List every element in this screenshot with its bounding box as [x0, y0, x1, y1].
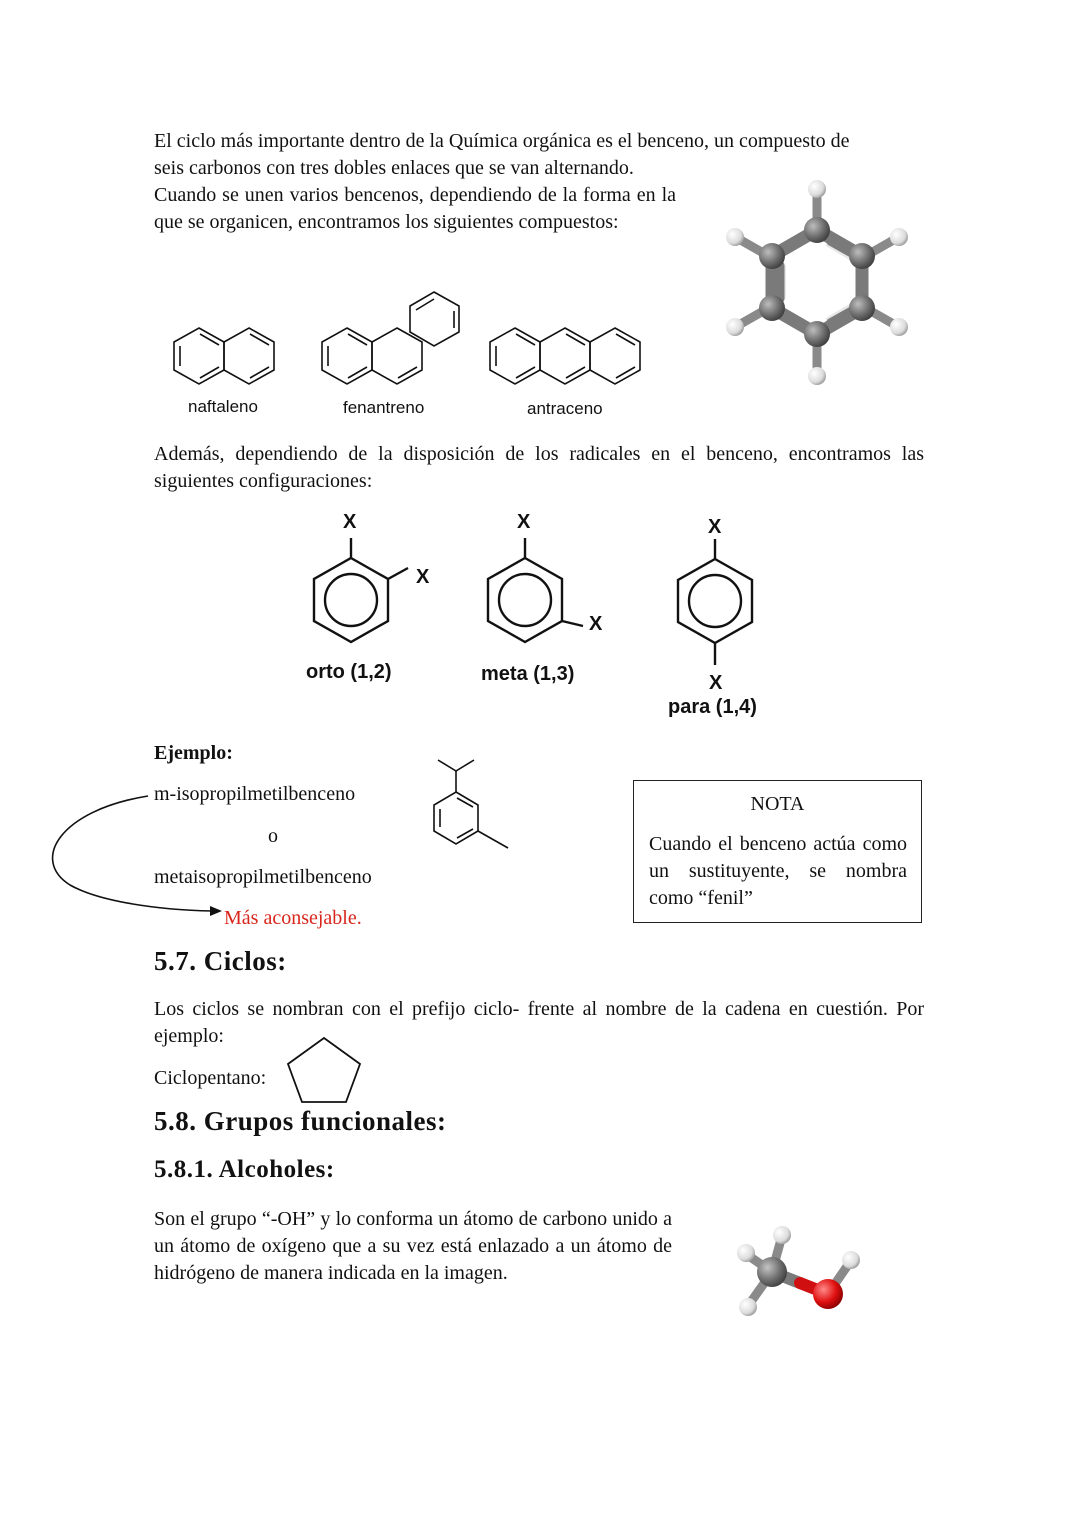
ortho-label: orto (1,2) — [306, 661, 392, 683]
cyclopentane-label: Ciclopentano: — [154, 1067, 267, 1089]
cyclopentane-structure — [284, 1036, 364, 1104]
note-title: NOTA — [750, 793, 805, 815]
para-x-top: X — [708, 516, 722, 538]
section-5-8-heading: 5.8. Grupos funcionales: — [154, 1106, 447, 1136]
para-label: para (1,4) — [668, 696, 757, 718]
example-name-2: metaisopropilmetilbenceno — [154, 866, 372, 888]
example-name-1: m-isopropilmetilbenceno — [154, 783, 356, 805]
ortho-x-side: X — [416, 566, 430, 588]
meta-x-side: X — [589, 613, 603, 635]
intro-line-2: seis carbonos con tres dobles enlaces que se van alternando. — [154, 157, 634, 179]
example-or: o — [268, 825, 278, 847]
intro-line-1: El ciclo más importante dentro de la Química orgánica es el benceno, un compuesto de — [154, 130, 850, 152]
methanol-3d-model — [732, 1226, 872, 1321]
note-text: Cuando el benceno actúa como un sustituyente, se nombra como “fenil” — [649, 833, 907, 909]
configurations-paragraph: Además, dependiendo de la disposición de los radicales en el benceno, encontramos las siguientes configuraciones: — [154, 443, 924, 492]
anthracene-structure — [484, 326, 660, 386]
naphthalene-structure — [168, 326, 288, 386]
phenanthrene-label: fenantreno — [343, 398, 425, 417]
alcohols-paragraph: Son el grupo “-OH” y lo conforma un átomo de carbono unido a un átomo de oxígeno que a su vez está enlazado a un átomo de hidrógeno de manera indicada en la imagen. — [154, 1208, 672, 1284]
para-structure — [665, 515, 765, 685]
section-5-7-text: Los ciclos se nombran con el prefijo ciclo- frente al nombre de la cadena en cuestión. Por ejemplo: — [154, 998, 924, 1047]
intro-paragraph-2: Cuando se unen varios bencenos, dependiendo de la forma en la que se organicen, encontramos los siguientes compuestos: — [154, 184, 676, 233]
benzene-3d-model — [720, 178, 920, 388]
ortho-x-top: X — [343, 511, 357, 533]
curved-arrow-icon — [40, 790, 230, 920]
para-x-bottom: X — [709, 672, 723, 694]
example-heading: Ejemplo: — [154, 742, 233, 764]
section-5-7-heading: 5.7. Ciclos: — [154, 946, 287, 976]
meta-x-top: X — [517, 511, 531, 533]
recommended-note: Más aconsejable. — [224, 907, 362, 929]
naphthalene-label: naftaleno — [188, 397, 258, 416]
isopropylmethylbenzene-structure — [432, 754, 516, 852]
anthracene-label: antraceno — [527, 399, 603, 418]
meta-structure — [475, 510, 625, 660]
section-5-8-1-heading: 5.8.1. Alcoholes: — [154, 1156, 335, 1183]
note-box — [633, 780, 922, 923]
meta-label: meta (1,3) — [481, 663, 575, 685]
phenanthrene-structure — [316, 284, 466, 386]
